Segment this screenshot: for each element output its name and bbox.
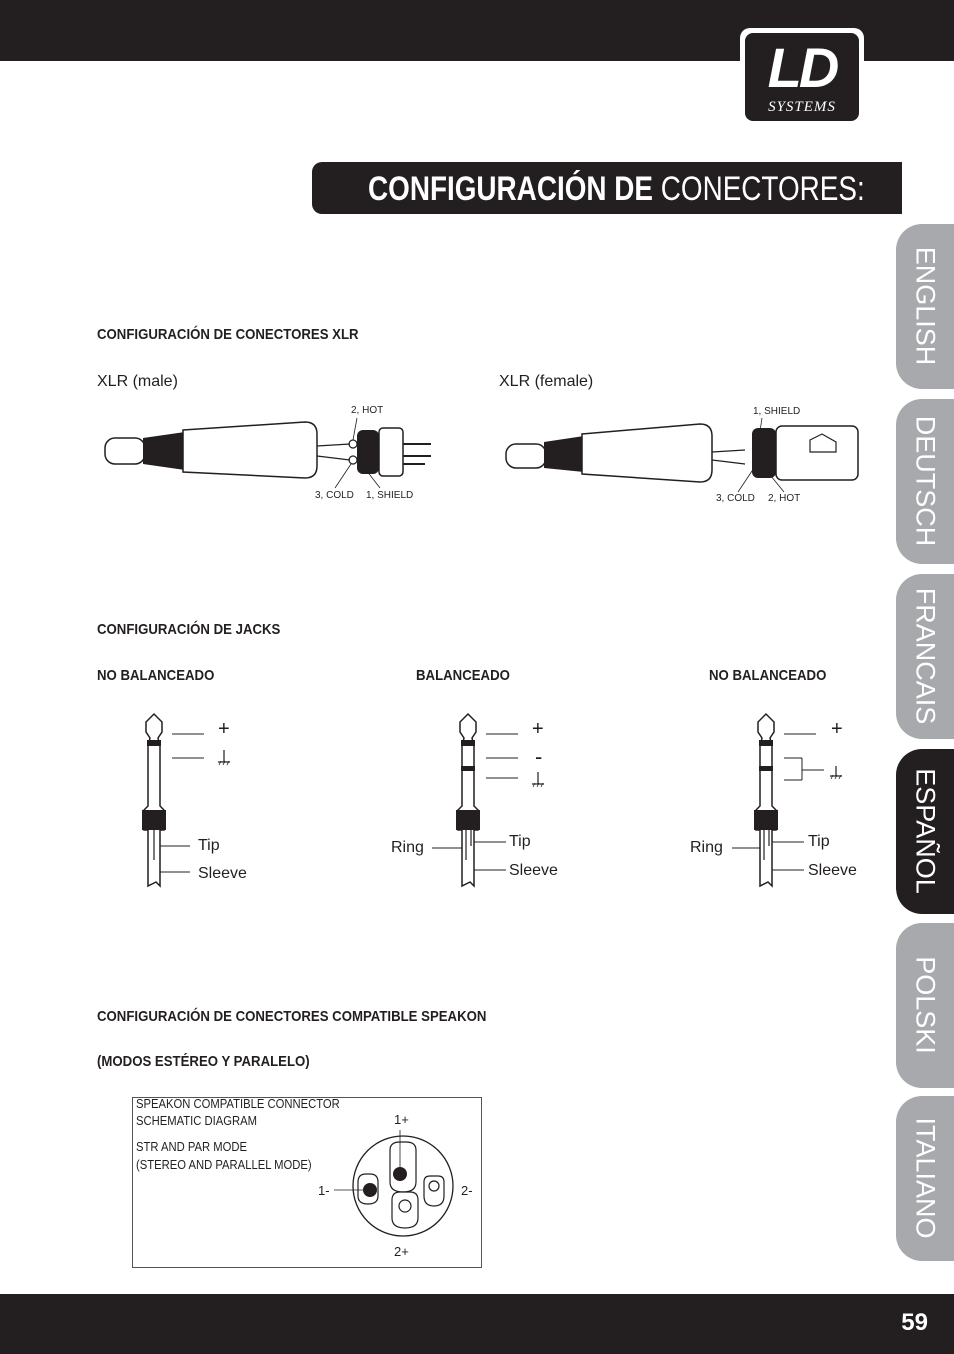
speakon-line-2: SCHEMATIC DIAGRAM (136, 1114, 258, 1128)
xlr-male-pin-hot: 2, HOT (351, 405, 384, 416)
logo-text: LD (767, 36, 837, 99)
speakon-pin-2plus: 2+ (394, 1244, 409, 1259)
tab-francais[interactable] (896, 574, 954, 739)
xlr-male-pin-cold: 3, COLD (315, 490, 354, 501)
jack2-sleeve-label: Sleeve (509, 862, 558, 879)
title-regular: CONECTORES: (660, 170, 865, 208)
speakon-connector-diagram (330, 1120, 480, 1250)
xlr-female-pin-shield: 1, SHIELD (753, 406, 801, 417)
jack1-sleeve-label: Sleeve (198, 865, 247, 882)
ld-systems-logo (740, 28, 864, 126)
jack-col1-title: NO BALANCEADO (97, 667, 215, 684)
jack1-tip-label: Tip (198, 837, 220, 854)
tab-italiano[interactable] (896, 1096, 954, 1261)
logo-subtext: SYSTEMS (768, 99, 836, 115)
tab-espanol[interactable] (896, 749, 954, 914)
speakon-pin-1minus: 1- (318, 1183, 330, 1198)
tab-label: ENGLISH (910, 246, 941, 366)
tab-deutsch[interactable] (896, 399, 954, 564)
speakon-line-3: STR AND PAR MODE (136, 1140, 248, 1154)
jack2-plus-sign: + (532, 718, 544, 740)
xlr-heading: CONFIGURACIÓN DE CONECTORES XLR (97, 326, 359, 343)
bottom-bar (0, 1294, 954, 1354)
xlr-female-pin-cold: 3, COLD (716, 493, 755, 504)
jack2-minus-sign: - (535, 744, 543, 769)
xlr-female-pin-hot: 2, HOT (768, 493, 801, 504)
jack-col3-title: NO BALANCEADO (709, 667, 827, 684)
jack-col2-title: BALANCEADO (416, 667, 510, 684)
tab-label: FRANCAIS (910, 587, 941, 725)
xlr-female-label: XLR (female) (499, 373, 594, 390)
tab-label: ESPAÑOL (910, 768, 941, 894)
jack1-plus-sign: + (218, 718, 230, 740)
tab-label: ITALIANO (910, 1117, 941, 1239)
tab-label: DEUTSCH (910, 415, 941, 547)
speakon-subheading: (MODOS ESTÉREO Y PARALELO) (97, 1053, 310, 1070)
tab-label: POLSKI (910, 956, 941, 1054)
jack3-plus-sign: + (831, 718, 843, 740)
speakon-line-4: (STEREO AND PARALLEL MODE) (136, 1158, 312, 1172)
jack2-tip-label: Tip (509, 833, 531, 850)
jack2-ring-label: Ring (391, 839, 424, 856)
speakon-pin-1plus: 1+ (394, 1112, 409, 1127)
tab-english[interactable] (896, 224, 954, 389)
speakon-line-1: SPEAKON COMPATIBLE CONNECTOR (136, 1097, 340, 1111)
title-bold: CONFIGURACIÓN DE (368, 170, 654, 208)
jack3-ring-label: Ring (690, 839, 723, 856)
jacks-heading: CONFIGURACIÓN DE JACKS (97, 621, 281, 638)
speakon-pin-2minus: 2- (461, 1183, 473, 1198)
xlr-female-diagram (500, 400, 870, 510)
speakon-heading: CONFIGURACIÓN DE CONECTORES COMPATIBLE SPEAKON (97, 1008, 487, 1025)
xlr-male-label: XLR (male) (97, 373, 178, 390)
page-number: 59 (901, 1309, 928, 1336)
jack3-sleeve-label: Sleeve (808, 862, 857, 879)
jack3-tip-label: Tip (808, 833, 830, 850)
page-title (368, 168, 865, 210)
tab-polski[interactable] (896, 923, 954, 1088)
xlr-male-pin-shield: 1, SHIELD (366, 490, 414, 501)
